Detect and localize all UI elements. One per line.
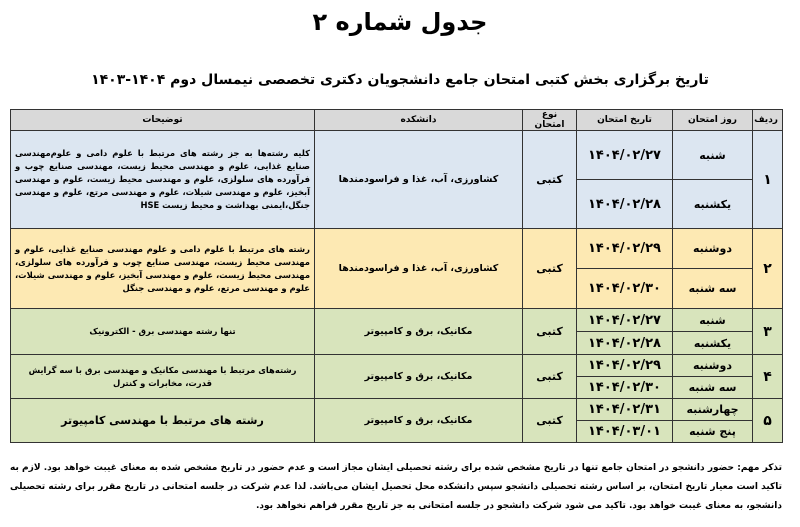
- description: رشته های مرتبط با علوم دامی و علوم مهندسی صنایع غذایی، علوم و مهندسی محیط زیست، مهندسی صنایع چوب و فرآورده های سلولزی، مهندسی محیط زیست، علوم و مهندسی آبخیز، علوم و مهندسی شیلات، علوم و مهندسی مرتع، علوم و مهندسی جنگل: [11, 229, 315, 309]
- exam-type: کتبی: [523, 355, 577, 399]
- header-exam-date: تاریخ امتحان: [577, 110, 673, 131]
- exam-day: دوشنبه: [673, 229, 753, 269]
- exam-type: کتبی: [523, 229, 577, 309]
- table-row: [11, 309, 783, 332]
- exam-day: پنج شنبه: [673, 421, 753, 443]
- exam-schedule-table: [10, 109, 783, 443]
- header-description: توضیحات: [11, 110, 315, 131]
- exam-type: کتبی: [523, 131, 577, 229]
- exam-type: کتبی: [523, 399, 577, 443]
- exam-day: سه شنبه: [673, 377, 753, 399]
- exam-day: چهارشنبه: [673, 399, 753, 421]
- exam-date: ۱۴۰۴/۰۲/۲۸: [577, 332, 673, 355]
- row-number: ۵: [753, 399, 783, 443]
- row-number: ۲: [753, 229, 783, 309]
- exam-date: ۱۴۰۴/۰۲/۲۹: [577, 355, 673, 377]
- header-faculty: دانشکده: [315, 110, 523, 131]
- header-exam-day: روز امتحان: [673, 110, 753, 131]
- page-title: جدول شماره ۲: [312, 8, 488, 36]
- exam-day: دوشنبه: [673, 355, 753, 377]
- exam-date: ۱۴۰۴/۰۲/۲۸: [577, 180, 673, 229]
- exam-day: شنبه: [673, 131, 753, 180]
- header-row-number: ردیف: [753, 110, 783, 131]
- table-row: [11, 229, 783, 269]
- header-exam-type: نوع امتحان: [523, 110, 577, 131]
- description: کلیه رشته‌ها به جز رشته های مرتبط با علوم دامی و علوم‌مهندسی صنایع غذایی، علوم و مهندسی محیط زیست، مهندسی صنایع چوب و فرآورده های سلولزی، علوم و مهندسی محیط زیست، علوم و مهندسی آبخیز، علوم و مهندسی شیلات، علوم و مهندسی مرتع، علوم و مهندسی جنگل،ایمنی بهداشت و محیط زیست HSE: [11, 131, 315, 229]
- important-notes: تذکر مهم: حضور دانشجو در امتحان جامع تنها در تاریخ مشخص شده برای رشته تحصیلی ایشان مجاز است و عدم حضور در تاریخ مشخص شده به معنای غیبت خواهد بود. لازم به تاکید است معیار تاریخ امتحان، بر اساس رشته تحصیلی دانشجو سپس دانشکده محل تحصیل ایشان می‌باشد. لذا عدم شرکت در جلسه امتحانی در تاریخ مقرر برای رشته تحصیلی دانشجو، به معنای غیبت خواهد بود. تاکید می شود شرکت دانشجو در جلسه امتحانی به جز تاریخ مقرر فراهم نخواهد بود.: [10, 463, 782, 511]
- row-number: ۴: [753, 355, 783, 399]
- faculty: مکانیک، برق و کامپیوتر: [315, 309, 523, 355]
- page-subtitle: تاریخ برگزاری بخش کتبی امتحان جامع دانشجویان دکتری تخصصی نیمسال دوم ۱۴۰۴-۱۴۰۳: [91, 72, 709, 88]
- exam-day: یکشنبه: [673, 180, 753, 229]
- faculty: مکانیک، برق و کامپیوتر: [315, 399, 523, 443]
- faculty: کشاورزی، آب، غذا و فراسودمندها: [315, 229, 523, 309]
- faculty: مکانیک، برق و کامپیوتر: [315, 355, 523, 399]
- exam-day: یکشنبه: [673, 332, 753, 355]
- exam-date: ۱۴۰۴/۰۲/۲۷: [577, 131, 673, 180]
- description: رشته های مرتبط با مهندسی کامپیوتر: [11, 399, 315, 443]
- exam-date: ۱۴۰۴/۰۲/۳۰: [577, 269, 673, 309]
- exam-date: ۱۴۰۴/۰۲/۲۷: [577, 309, 673, 332]
- row-number: ۳: [753, 309, 783, 355]
- description: رشته‌های مرتبط با مهندسی مکانیک و مهندسی برق با سه گرایش قدرت، مخابرات و کنترل: [11, 355, 315, 399]
- exam-day: سه شنبه: [673, 269, 753, 309]
- description: تنها رشته مهندسی برق - الکترونیک: [11, 309, 315, 355]
- exam-type: کتبی: [523, 309, 577, 355]
- exam-date: ۱۴۰۴/۰۲/۳۰: [577, 377, 673, 399]
- table-row: [11, 131, 783, 180]
- table-header-row: [11, 110, 783, 131]
- table-row: [11, 399, 783, 421]
- exam-date: ۱۴۰۴/۰۳/۰۱: [577, 421, 673, 443]
- exam-day: شنبه: [673, 309, 753, 332]
- exam-date: ۱۴۰۴/۰۲/۳۱: [577, 399, 673, 421]
- table-row: [11, 355, 783, 377]
- row-number: ۱: [753, 131, 783, 229]
- exam-date: ۱۴۰۴/۰۲/۲۹: [577, 229, 673, 269]
- faculty: کشاورزی، آب، غذا و فراسودمندها: [315, 131, 523, 229]
